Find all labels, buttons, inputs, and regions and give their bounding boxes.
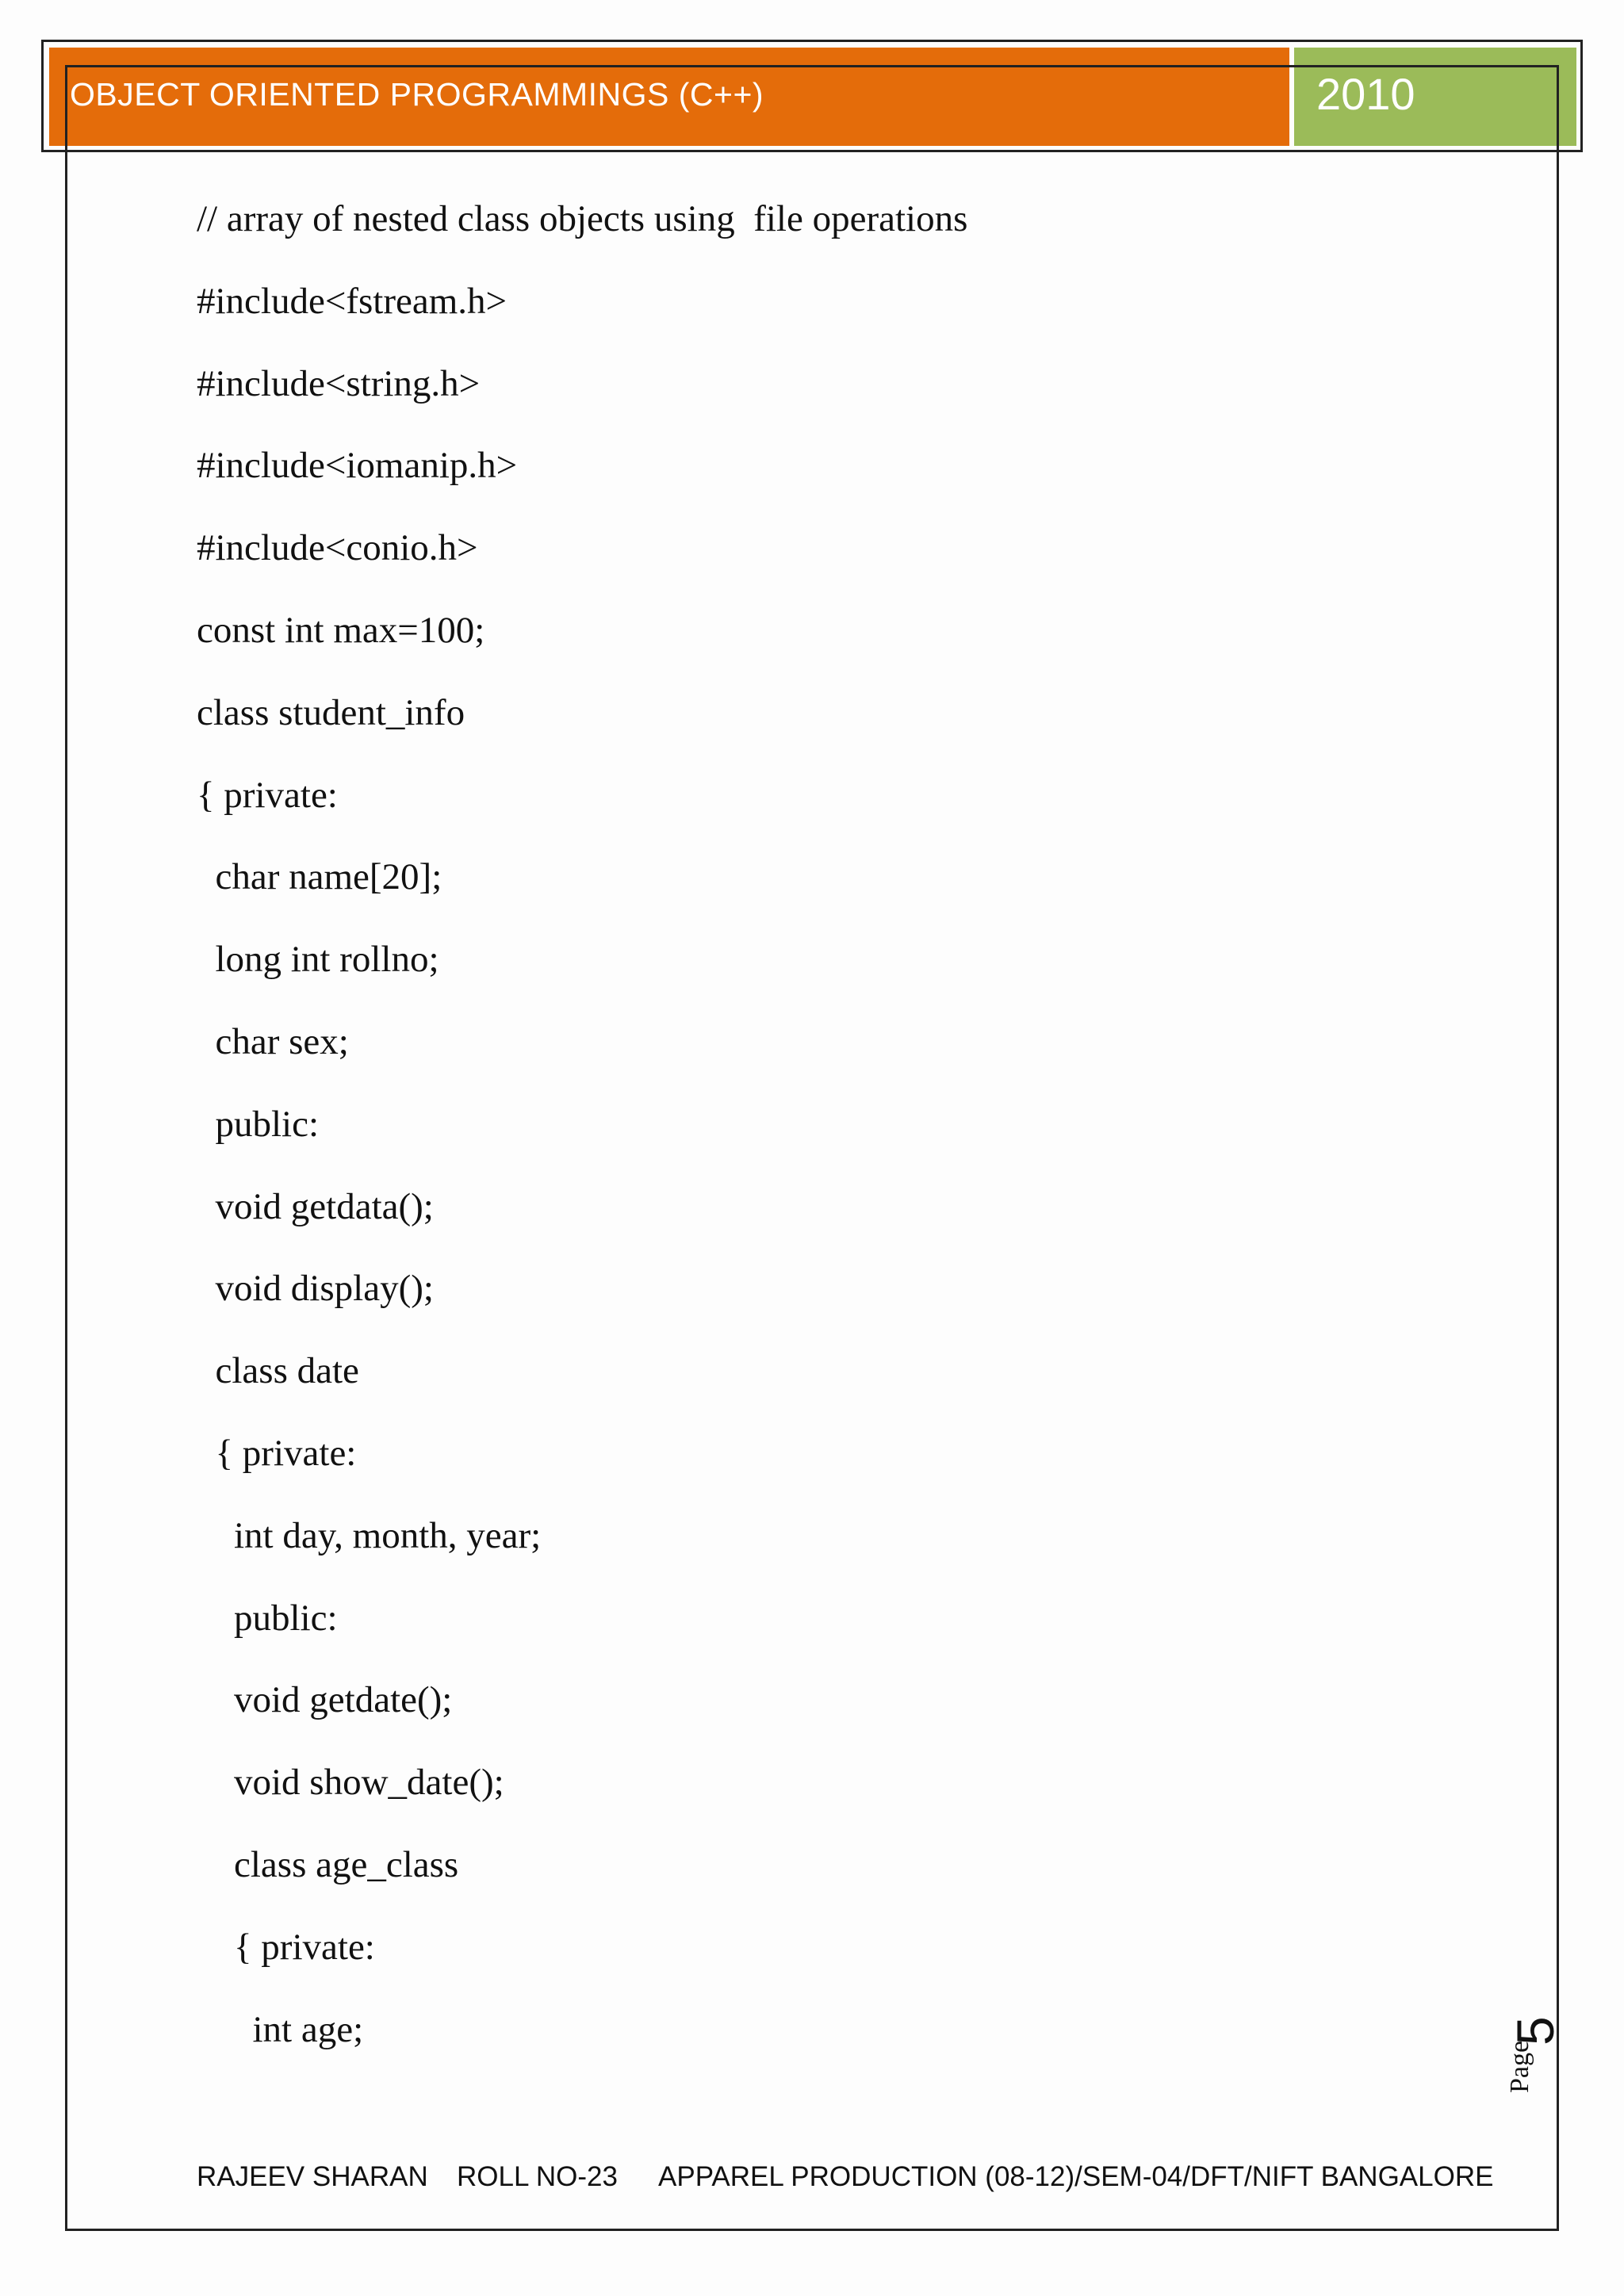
code-line: class date <box>197 1350 359 1392</box>
code-line: char sex; <box>197 1020 349 1062</box>
code-line: #include<conio.h> <box>197 527 478 569</box>
code-line: void display(); <box>197 1268 434 1310</box>
footer-program: APPAREL PRODUCTION (08-12)/SEM-04/DFT/NIFT BANGALORE <box>658 2161 1494 2192</box>
code-line: const int max=100; <box>197 609 485 651</box>
code-line: class student_info <box>197 691 465 733</box>
page-number: 5 <box>1506 2016 1565 2045</box>
code-line: void getdate(); <box>197 1679 453 1721</box>
header-title: OBJECT ORIENTED PROGRAMMINGS (C++) <box>70 76 764 113</box>
page-label: Page <box>1505 2040 1534 2093</box>
code-line: { private: <box>197 1432 357 1474</box>
code-line: char name[20]; <box>197 856 442 898</box>
code-line: class age_class <box>197 1843 459 1885</box>
code-line: long int rollno; <box>197 939 439 981</box>
code-line: #include<iomanip.h> <box>197 445 518 487</box>
code-line: { private: <box>197 1926 375 1968</box>
footer-roll-number: ROLL NO-23 <box>457 2161 618 2192</box>
code-line: int day, month, year; <box>197 1514 542 1556</box>
code-line: void show_date(); <box>197 1762 504 1804</box>
header-year: 2010 <box>1316 69 1415 119</box>
code-line: #include<fstream.h> <box>197 280 508 322</box>
code-line: public: <box>197 1103 320 1145</box>
code-line: void getdata(); <box>197 1185 434 1227</box>
code-line: { private: <box>197 774 338 816</box>
code-line: int age; <box>197 2008 364 2050</box>
footer-author: RAJEEV SHARAN <box>197 2161 428 2192</box>
code-listing <box>197 187 967 2080</box>
code-line: // array of nested class objects using file operations <box>197 198 968 239</box>
code-line: #include<string.h> <box>197 362 481 404</box>
code-line: public: <box>197 1597 338 1639</box>
